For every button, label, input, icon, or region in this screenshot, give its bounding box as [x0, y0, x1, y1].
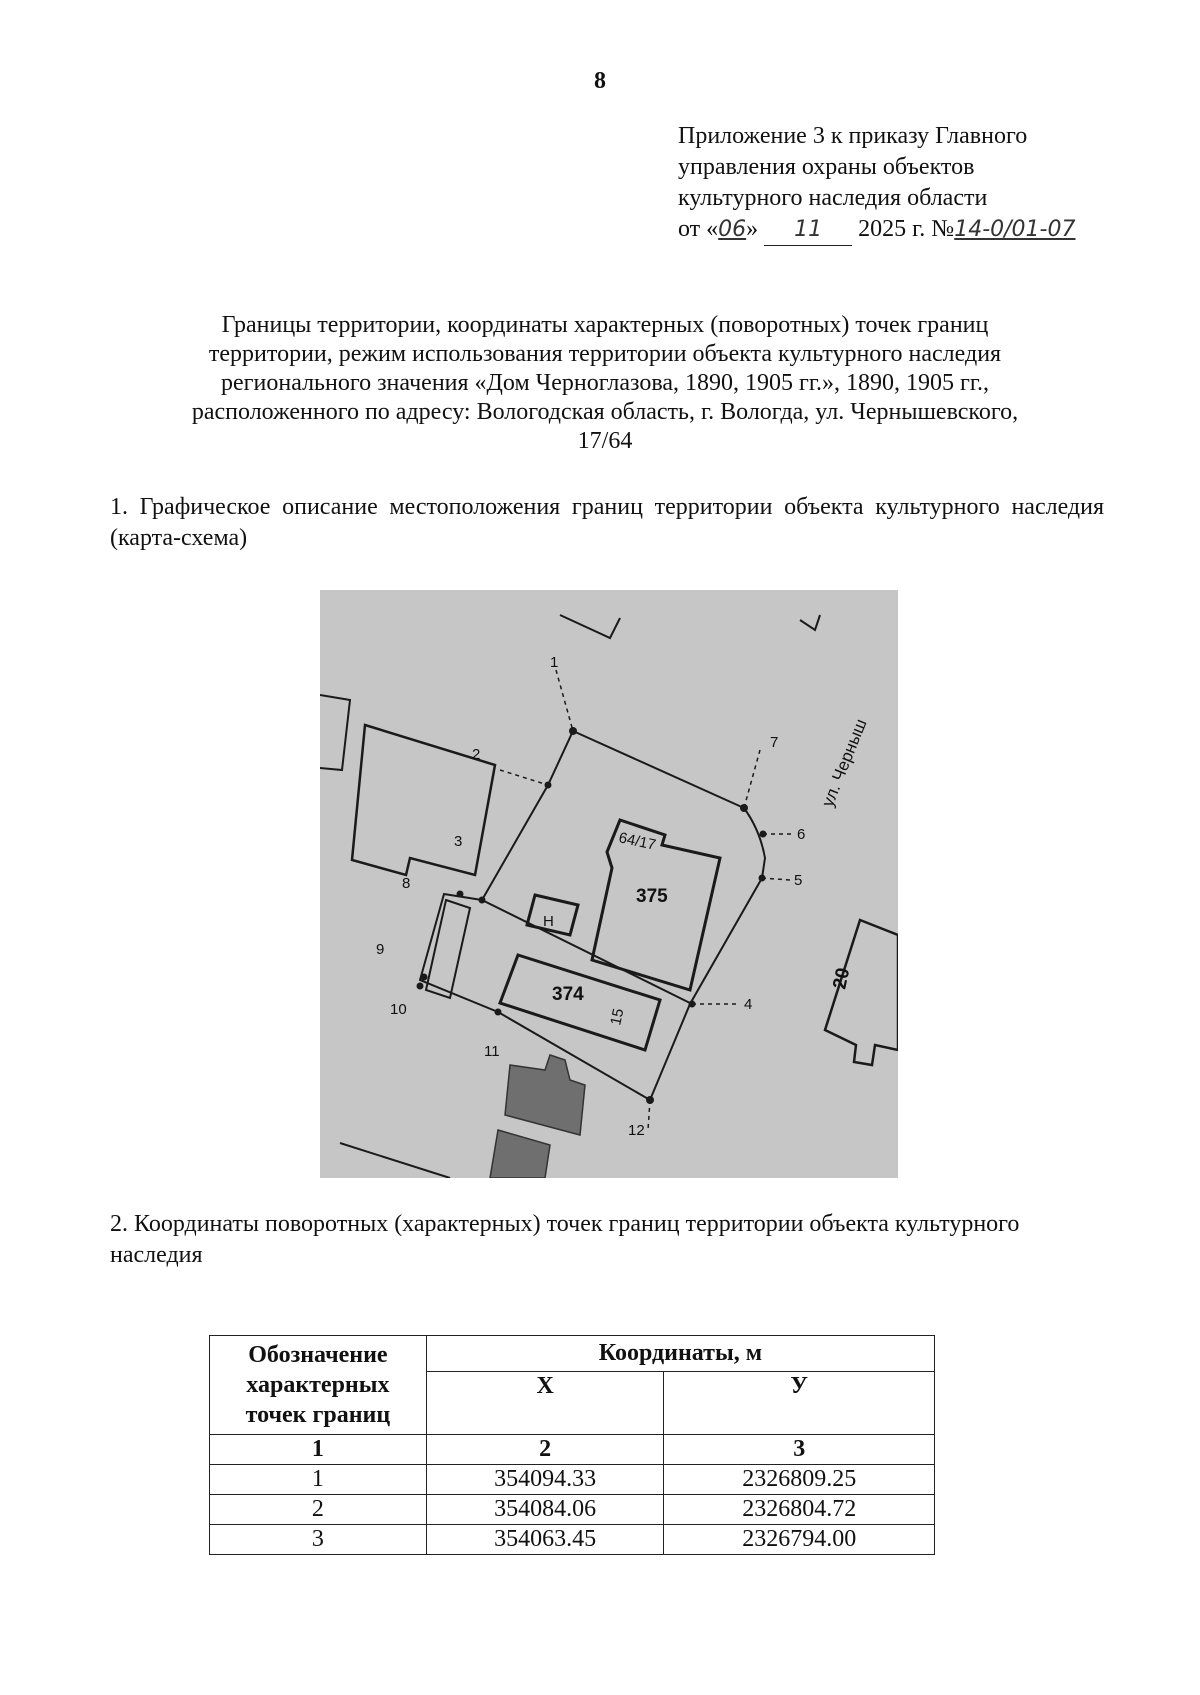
appendix-line-1: Приложение 3 к приказу Главного	[678, 123, 1028, 149]
label-point-1: 1	[550, 654, 559, 671]
coordinates-table	[209, 1335, 935, 1555]
label-point-12: 12	[628, 1122, 645, 1139]
point-3	[479, 897, 486, 904]
point-8	[457, 891, 464, 898]
label-street: ул. Черныш	[818, 716, 871, 810]
cell-x: 354094.33	[426, 1465, 664, 1495]
appendix-date-line	[678, 214, 1178, 246]
table-row	[210, 1465, 935, 1495]
title-line: 17/64	[577, 428, 633, 454]
date-year: 2025 г. №	[858, 216, 955, 242]
cell-point: 2	[210, 1495, 427, 1525]
cell-y: 2326804.72	[664, 1495, 935, 1525]
point-10	[417, 983, 424, 990]
date-prefix: от «	[678, 216, 719, 242]
appendix-line-2: управления охраны объектов	[678, 154, 975, 180]
label-annex: Н	[543, 913, 554, 930]
appendix-line-3: культурного наследия области	[678, 185, 988, 211]
date-day: 06	[718, 217, 747, 242]
page-number: 8	[594, 68, 606, 94]
label-building-20: 20	[829, 965, 855, 992]
label-house-64-17: 64/17	[617, 829, 658, 854]
cell-y: 2326809.25	[664, 1465, 935, 1495]
cell-x: 354084.06	[426, 1495, 664, 1525]
title-line: территории, режим использования территории объекта культурного наследия	[208, 341, 1002, 367]
title-line: расположенного по адресу: Вологодская область, г. Вологда, ул. Чернышевского,	[191, 399, 1019, 425]
header-coordinates: Координаты, м	[426, 1336, 934, 1372]
site-plan-map	[320, 590, 898, 1178]
cell-point: 1	[210, 1465, 427, 1495]
label-point-8: 8	[402, 875, 411, 892]
cell-point: 3	[210, 1525, 427, 1555]
section-1-heading: 1. Графическое описание местоположения границ территории объекта культурного наследия (карта-схема)	[110, 494, 1104, 551]
order-number: 14-0/01-07	[954, 217, 1076, 242]
label-point-6: 6	[797, 826, 806, 843]
date-mid: »	[746, 216, 759, 242]
title-line: Границы территории, координаты характерных (поворотных) точек границ	[221, 312, 989, 338]
section-2-heading: 2. Координаты поворотных (характерных) точек границ территории объекта культурного наследия	[110, 1211, 1020, 1268]
label-building-375: 375	[636, 886, 668, 907]
cell-y: 2326794.00	[664, 1525, 935, 1555]
point-9	[421, 974, 428, 981]
table-row	[210, 1495, 935, 1525]
col-number: 1	[210, 1435, 427, 1465]
col-number: 2	[426, 1435, 664, 1465]
label-point-5: 5	[794, 872, 803, 889]
date-month: 11	[794, 217, 823, 242]
col-number: 3	[664, 1435, 935, 1465]
header-y: У	[664, 1372, 935, 1435]
point-11	[495, 1009, 502, 1016]
label-building-374: 374	[552, 984, 584, 1005]
header-point-line: Обозначение	[248, 1342, 388, 1368]
header-point-line: характерных	[246, 1372, 390, 1398]
header-point-line: точек границ	[245, 1402, 391, 1428]
appendix-header	[678, 121, 1178, 246]
header-point-designation	[210, 1336, 427, 1435]
label-point-3: 3	[454, 833, 463, 850]
cell-x: 354063.45	[426, 1525, 664, 1555]
title-line: регионального значения «Дом Черноглазова, 1890, 1905 гг.», 1890, 1905 гг.,	[221, 370, 989, 396]
label-point-11: 11	[484, 1043, 500, 1060]
document-title	[110, 311, 1100, 456]
point-1	[569, 727, 577, 735]
date-month-blank	[764, 214, 852, 246]
label-point-2: 2	[472, 746, 481, 763]
label-house-15: 15	[607, 1006, 628, 1027]
table-row	[210, 1525, 935, 1555]
label-point-4: 4	[744, 996, 753, 1013]
label-point-7: 7	[770, 734, 779, 751]
label-point-9: 9	[376, 941, 385, 958]
header-x: Х	[426, 1372, 664, 1435]
label-point-10: 10	[390, 1001, 407, 1018]
